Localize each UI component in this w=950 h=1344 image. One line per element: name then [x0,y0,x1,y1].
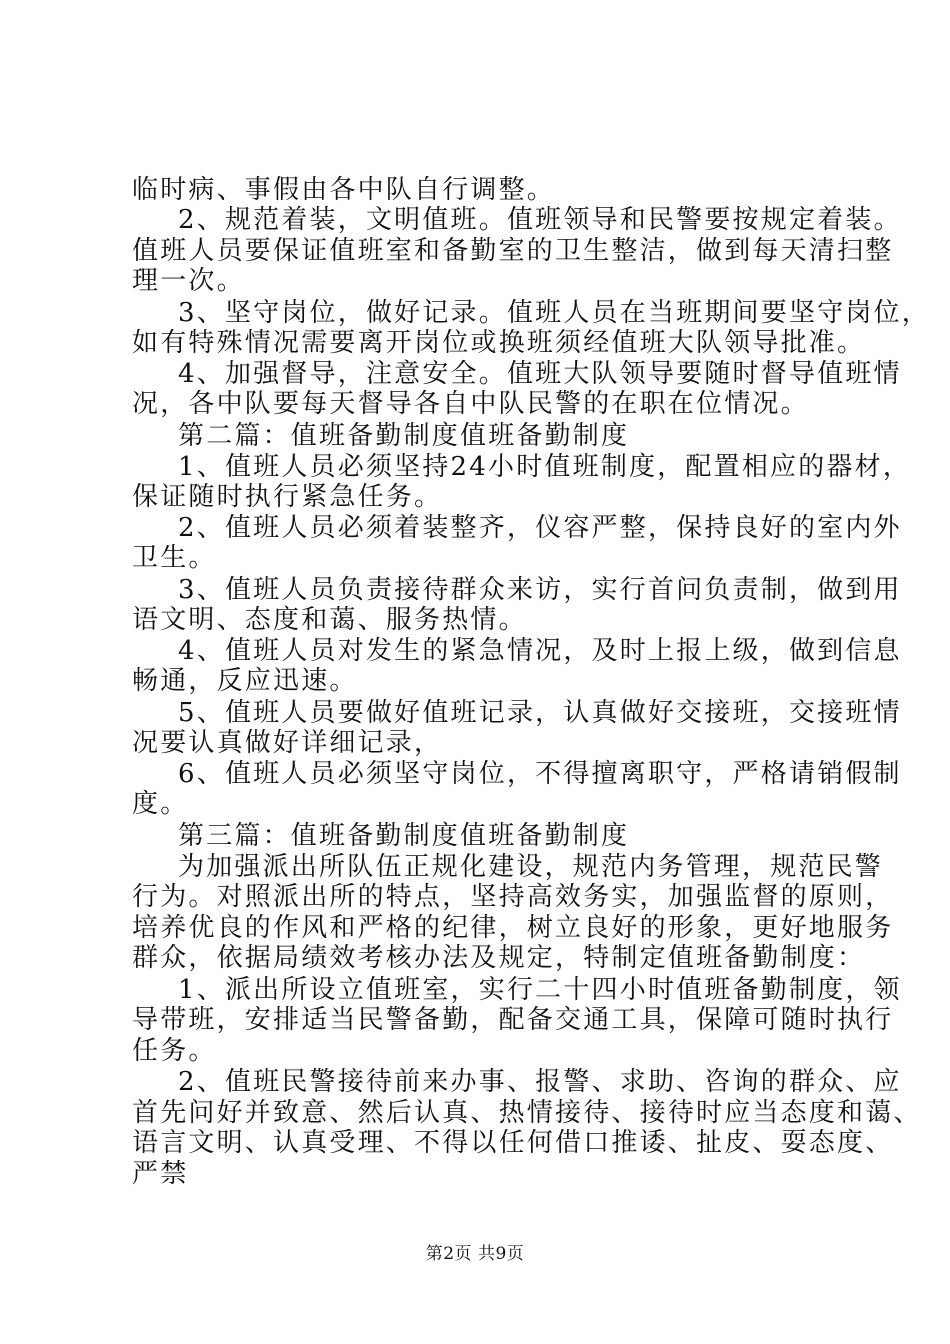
text-line: 1、值班人员必须坚持24小时值班制度，配置相应的器材， [178,452,912,482]
text-line: 临时病、事假由各中队自行调整。 [132,175,556,205]
text-line: 语言文明、认真受理、不得以任何借口推诿、扯皮、耍态度、 [132,1128,894,1158]
text-line: 语文明、态度和蔼、服务热情。 [132,605,527,635]
text-line: 3、坚守岗位，做好记录。值班人员在当班期间要坚守岗位， [178,298,930,328]
text-line: 为加强派出所队伍正规化建设，规范内务管理，规范民警 [178,852,884,882]
text-line: 度。 [132,789,189,819]
text-line: 4、加强督导，注意安全。值班大队领导要随时督导值班情 [178,359,902,389]
text-line: 群众，依据局绩效考核办法及规定，特制定值班备勤制度： [132,943,866,973]
text-line: 2、值班民警接待前来办事、报警、求助、咨询的群众、应 [178,1067,902,1097]
text-line: 况要认真做好详细记录， [132,728,443,758]
text-line: 培养优良的作风和严格的纪律，树立良好的形象，更好地服务 [132,913,894,943]
text-line: 导带班，安排适当民警备勤，配备交通工具，保障可随时执行 [132,1005,894,1035]
text-line: 行为。对照派出所的特点，坚持高效务实，加强监督的原则， [132,882,894,912]
text-line: 畅通，反应迅速。 [132,666,358,696]
text-line: 5、值班人员要做好值班记录，认真做好交接班，交接班情 [178,698,902,728]
text-line: 6、值班人员必须坚守岗位，不得擅离职守，严格请销假制 [178,759,902,789]
text-line: 卫生。 [132,543,217,573]
text-line: 4、值班人员对发生的紧急情况，及时上报上级，做到信息 [178,636,902,666]
text-line: 1、派出所设立值班室，实行二十四小时值班备勤制度，领 [178,975,902,1005]
text-line: 首先问好并致意、然后认真、热情接待、接待时应当态度和蔼、 [132,1098,922,1128]
text-line: 严禁 [132,1159,189,1189]
text-line: 保证随时执行紧急任务。 [132,482,443,512]
text-line: 况，各中队要每天督导各自中队民警的在职在位情况。 [132,389,809,419]
text-line: 理一次。 [132,266,245,296]
text-line: 3、值班人员负责接待群众来访，实行首问负责制，做到用 [178,575,902,605]
text-line: 2、值班人员必须着装整齐，仪容严整，保持良好的室内外 [178,513,902,543]
text-line: 2、规范着装，文明值班。值班领导和民警要按规定着装。 [178,205,902,235]
section-heading: 第二篇：值班备勤制度值班备勤制度 [178,421,630,451]
text-line: 值班人员要保证值班室和备勤室的卫生整洁，做到每天清扫整 [132,236,894,266]
section-heading: 第三篇：值班备勤制度值班备勤制度 [178,821,630,851]
text-line: 任务。 [132,1036,217,1066]
page-number-footer: 第2页 共9页 [425,1244,525,1264]
text-line: 如有特殊情况需要离开岗位或换班须经值班大队领导批准。 [132,328,866,358]
